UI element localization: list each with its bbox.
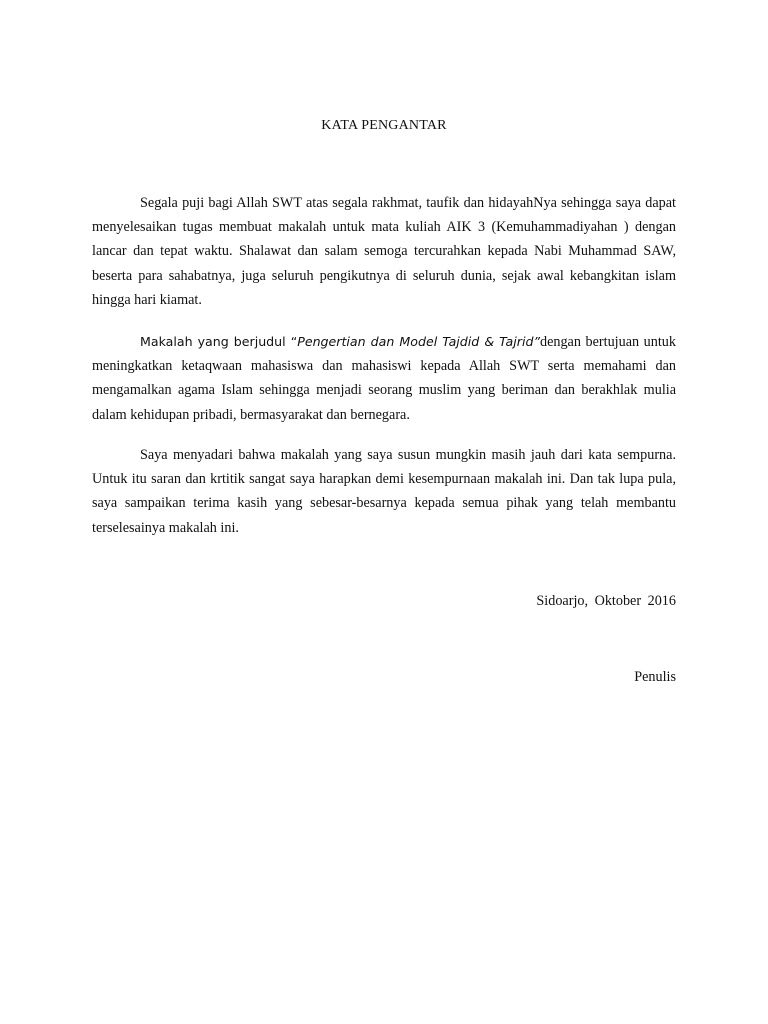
- paragraph-purpose-lead: Makalah yang berjudul “: [140, 334, 298, 349]
- place-date: Sidoarjo, Oktober 2016: [536, 593, 676, 609]
- page-title: KATA PENGANTAR: [321, 118, 447, 133]
- paragraph-closing: Saya menyadari bahwa makalah yang saya susun mungkin masih jauh dari kata sempurna. Untuk itu saran dan krtitik sangat saya harapkan demi kesempurnaan makalah ini. Dan tak lupa pula, saya sampaikan terima kasih yang sebesar-besarnya kepada semua pihak yang telah membantu terselesainya makalah ini.: [92, 447, 676, 536]
- paragraph-purpose: [92, 330, 676, 427]
- paragraph-opening: Segala puji bagi Allah SWT atas segala rakhmat, taufik dan hidayahNya sehingga saya dapat menyelesaikan tugas membuat makalah untuk mata kuliah AIK 3 (Kemuhammadiyahan ) dengan lancar dan tepat waktu. Shalawat dan salam semoga tercurahkan kepada Nabi Muhammad SAW, beserta para sahabatnya, juga seluruh pengikutnya di seluruh dunia, sejak awal kebangkitan islam hingga hari kiamat.: [92, 195, 676, 308]
- author-signature: Penulis: [634, 669, 676, 685]
- paragraph-purpose-rest: dengan bertujuan untuk meningkatkan ketaqwaan mahasiswa dan mahasiswi kepada Allah SWT serta memahami dan mengamalkan agama Islam sehingga menjadi seorang muslim yang beriman dan berakhlak mulia dalam kehidupan pribadi, bermasyarakat dan bernegara.: [92, 334, 676, 423]
- paper-title-italic: Pengertian dan Model Tajdid & Tajrid”: [297, 334, 540, 349]
